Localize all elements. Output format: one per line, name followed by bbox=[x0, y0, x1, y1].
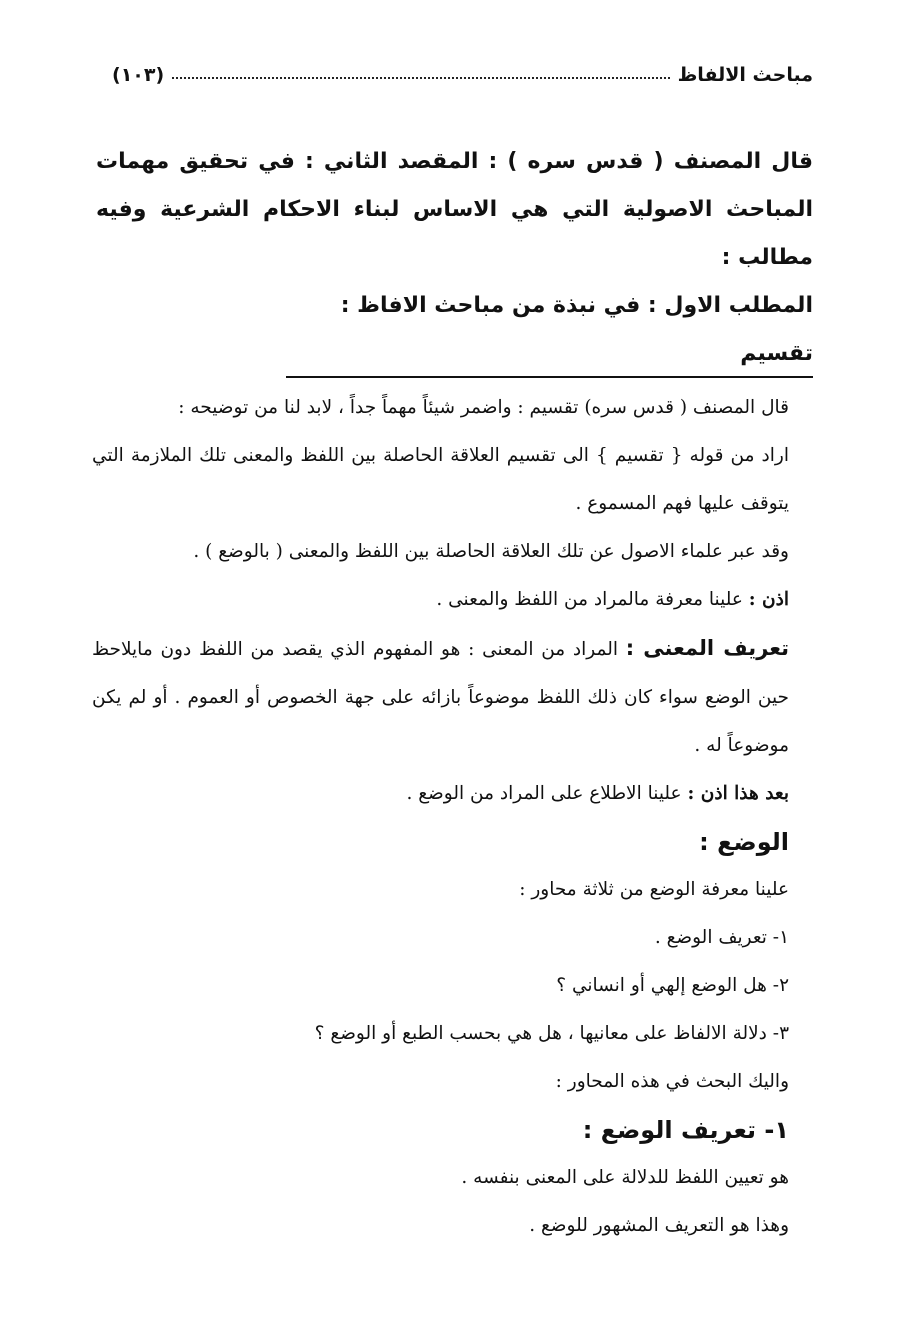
section-heading: ١- تعريف الوضع : bbox=[582, 1116, 789, 1144]
paragraph-text: علينا الاطلاع على المراد من الوضع . bbox=[406, 783, 688, 804]
list-item: ١- تعريف الوضع . bbox=[654, 927, 789, 948]
matn-heading: تقسيم bbox=[740, 341, 813, 366]
commentary-paragraph: قال المصنف ( قدس سره) تقسيم : واضمر شيئاً مهماً جداً ، لابد لنا من توضيحه : bbox=[178, 397, 789, 418]
paragraph-text: علينا معرفة مالمراد من اللفظ والمعنى . bbox=[436, 589, 749, 610]
matn-heading: المطلب الاول : في نبذة من مباحث الافاظ : bbox=[340, 293, 813, 318]
header-title: مباحث الالفاظ bbox=[677, 64, 813, 86]
bold-lead: اذن : bbox=[748, 589, 789, 610]
commentary-paragraph bbox=[92, 624, 813, 770]
list-item: ٢- هل الوضع إلهي أو انساني ؟ bbox=[556, 975, 789, 996]
bold-lead: تعريف المعنى : bbox=[625, 636, 789, 660]
commentary-paragraph: هو تعيين اللفظ للدلالة على المعنى بنفسه . bbox=[461, 1167, 789, 1188]
commentary-paragraph: واليك البحث في هذه المحاور : bbox=[555, 1071, 789, 1092]
header-dot-leader bbox=[172, 77, 669, 79]
commentary-paragraph: وهذا هو التعريف المشهور للوضع . bbox=[529, 1215, 789, 1236]
paragraph-text: المراد من المعنى : هو المفهوم الذي يقصد من اللفظ دون مايلاحظ حين الوضع سواء كان ذلك اللفظ موضوعاً بازائه على جهة الخصوص أو العموم . أو لم يكن موضوعاً له . bbox=[92, 639, 789, 756]
matn-paragraph: قال المصنف ( قدس سره ) : المقصد الثاني : في تحقيق مهمات المباحث الاصولية التي هي الاساس لبناء الاحكام الشرعية وفيه مطالب : bbox=[96, 149, 813, 270]
page-number: (١٠٣) bbox=[112, 64, 165, 86]
bold-lead: بعد هذا اذن : bbox=[687, 783, 789, 804]
commentary-paragraph bbox=[92, 576, 813, 624]
separator-line bbox=[286, 376, 813, 378]
commentary-paragraph: علينا معرفة الوضع من ثلاثة محاور : bbox=[519, 879, 789, 900]
commentary-paragraph: وقد عبر علماء الاصول عن تلك العلاقة الحاصلة بين اللفظ والمعنى ( بالوضع ) . bbox=[193, 541, 789, 562]
commentary-paragraph bbox=[92, 770, 813, 818]
section-heading: الوضع : bbox=[699, 828, 789, 856]
list-item: ٣- دلالة الالفاظ على معانيها ، هل هي بحسب الطبع أو الوضع ؟ bbox=[314, 1023, 789, 1044]
commentary-text bbox=[92, 384, 813, 1250]
commentary-paragraph: اراد من قوله { تقسيم } الى تقسيم العلاقة الحاصلة بين اللفظ والمعنى تلك الملازمة التي يتوقف عليها فهم المسموع . bbox=[92, 445, 789, 514]
running-header bbox=[112, 52, 813, 86]
matn-text bbox=[96, 138, 813, 378]
